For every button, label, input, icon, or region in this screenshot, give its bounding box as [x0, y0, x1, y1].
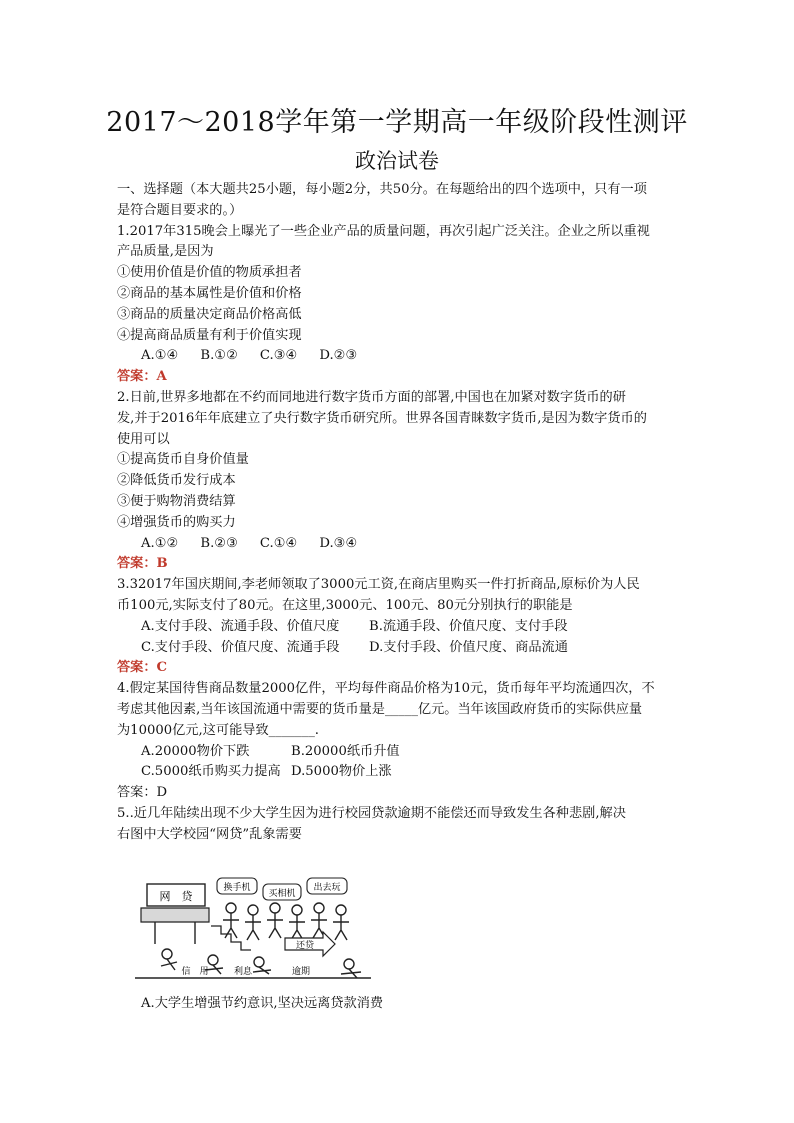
question-stem: 考虑其他因素,当年该国流通中需要的货币量是_____亿元。当年该国政府货币的实际供应量	[117, 701, 643, 717]
statement-item: ④提高商品质量有利于价值实现	[117, 327, 302, 343]
exam-title: 2017～2018学年第一学期高一年级阶段性测评	[106, 107, 688, 138]
question-3	[117, 575, 697, 679]
question-5	[117, 804, 697, 1014]
exam-subtitle: 政治试卷	[355, 149, 439, 173]
option-b: B.20000纸币升值	[291, 743, 400, 759]
answer-options	[117, 346, 697, 367]
answer-key: 答案：A	[117, 369, 167, 385]
campus-loan-comic	[135, 874, 371, 984]
question-stem: 2.日前,世界多地都在不约而同地进行数字货币方面的部署,中国也在加紧对数字货币的研	[117, 389, 626, 405]
option-d: D.5000物价上涨	[291, 764, 392, 780]
section-heading-cont: 是符合题目要求的。）	[117, 202, 243, 218]
option-c: C.5000纸币购买力提高	[141, 764, 281, 780]
question-stem: 5..近几年陆续出现不少大学生因为进行校园贷款逾期不能偿还而导致发生各种悲剧,解决	[117, 805, 626, 821]
option-b: B.②③	[200, 535, 238, 551]
question-2	[117, 388, 697, 575]
question-stem: 为10000亿元,这可能导致_______.	[117, 722, 319, 738]
option-d: D.②③	[319, 348, 358, 364]
exam-content	[117, 180, 697, 1014]
svg-text:逾期: 逾期	[291, 966, 311, 977]
option-a: A.20000物价下跌	[141, 743, 250, 759]
option-b: B.流通手段、价值尺度、支付手段	[369, 618, 568, 634]
statement-item: ③商品的质量决定商品价格高低	[117, 306, 302, 322]
option-d: D.支付手段、价值尺度、商品流通	[369, 639, 568, 655]
svg-text:信 用: 信 用	[181, 966, 209, 977]
option-b: B.①②	[200, 348, 238, 364]
question-stem: 3.32017年国庆期间,李老师领取了3000元工资,在商店里购买一件打折商品,原标价为人民	[117, 577, 640, 593]
statement-item: ①提高货币自身价值量	[117, 452, 249, 468]
option-c: C.①④	[259, 535, 298, 551]
answer-options	[117, 617, 697, 638]
option-c: C.支付手段、价值尺度、流通手段	[141, 639, 340, 655]
question-stem: 发,并于2016年年底建立了央行数字货币研究所。世界各国青睐数字货币,是因为数字货币的	[117, 410, 647, 426]
statement-item: ②降低货币发行成本	[117, 473, 236, 489]
option-a: A.大学生增强节约意识,坚决远离贷款消费	[141, 995, 384, 1011]
statement-item: ②商品的基本属性是价值和价格	[117, 285, 302, 301]
question-stem: 使用可以	[117, 431, 170, 447]
answer-key: 答案：B	[117, 556, 168, 572]
question-4	[117, 679, 697, 804]
option-c: C.③④	[259, 348, 298, 364]
answer-key: 答案：D	[117, 785, 168, 801]
answer-key: 答案：C	[117, 660, 168, 676]
question-1	[117, 222, 697, 388]
option-d: D.③④	[319, 535, 358, 551]
question-stem: 右图中大学校园“网贷”乱象需要	[117, 826, 302, 842]
answer-options	[117, 762, 697, 783]
statement-item: ④增强货币的购买力	[117, 514, 236, 530]
svg-text:还贷: 还贷	[295, 940, 315, 951]
svg-text:出去玩: 出去玩	[313, 882, 341, 893]
statement-item: ③便于购物消费结算	[117, 493, 236, 509]
statement-item: ①使用价值是价值的物质承担者	[117, 265, 302, 281]
section-heading: 一、选择题（本大题共25小题，每小题2分，共50分。在每题给出的四个选项中，只有一项	[117, 182, 647, 197]
question-stem: 产品质量,是因为	[117, 244, 214, 260]
loan-sign-text: 网 贷	[159, 889, 193, 903]
answer-options	[117, 638, 697, 659]
option-a: A.支付手段、流通手段、价值尺度	[141, 618, 340, 634]
question-stem: 币100元,实际支付了80元。在这里,3000元、100元、80元分别执行的职能是	[117, 597, 573, 613]
question-stem: 1.2017年315晚会上曝光了一些企业产品的质量问题，再次引起广泛关注。企业之所以重视	[117, 223, 650, 239]
svg-text:买相机: 买相机	[268, 888, 296, 899]
question-stem: 4.假定某国待售商品数量2000亿件，平均每件商品价格为10元，货币每年平均流通四次，不	[117, 681, 655, 697]
option-a: A.①④	[141, 348, 179, 364]
svg-text:利息: 利息	[233, 966, 253, 977]
option-a: A.①②	[141, 535, 179, 551]
svg-text:换手机: 换手机	[223, 882, 251, 893]
answer-options	[117, 534, 697, 555]
answer-options	[117, 742, 697, 763]
